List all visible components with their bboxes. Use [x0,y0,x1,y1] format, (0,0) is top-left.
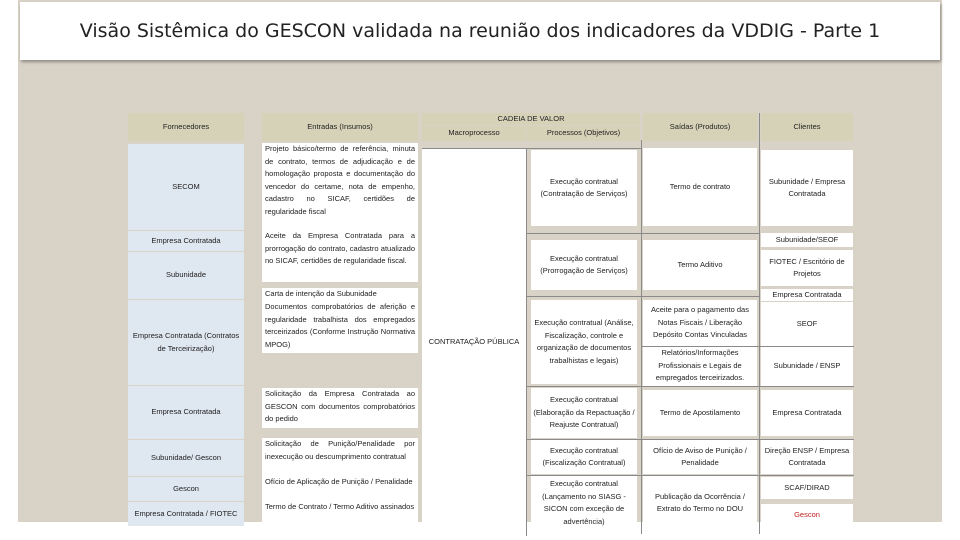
divider-line [642,386,759,387]
divider-line [527,233,641,234]
saida-oficio-aviso: Ofício de Aviso de Punição / Penalidade [643,440,757,474]
processo-lancamento-siasg: Execução contratual (Lançamento no SIASG - SICON com exceção de advertência) [531,476,637,530]
divider-line [760,475,854,476]
divider-line [642,296,759,297]
fornecedor-empresa-contratada-2: Empresa Contratada [128,386,244,439]
macroprocesso-contratacao-publica: CONTRATAÇÃO PÚBLICA [422,148,526,536]
fornecedor-terceirizacao: Empresa Contratada (Contratos de Terceirização) [128,300,244,385]
divider-line [422,148,641,149]
divider-line [642,475,759,476]
header-macroprocesso: Macroprocesso [422,126,526,141]
cliente-subunidade-ensp: Subunidade / ENSP [761,346,853,386]
processo-repactuacao: Execução contratual (Elaboração da Repactuação / Reajuste Contratual) [531,388,637,438]
header-processos: Processos (Objetivos) [527,126,640,141]
divider-line [526,148,527,536]
cliente-subunidade-seof: Subunidade/SEOF [761,233,853,247]
divider-line [642,346,759,347]
header-saidas: Saídas (Produtos) [643,113,757,141]
title-box [20,2,940,60]
cliente-fiotec-escritorio: FIOTEC / Escritório de Projetos [761,250,853,286]
saida-relatorios: Relatórios/Informações Profissionais e Legais de empregados terceirizados. [643,346,757,386]
entrada-termo-contrato: Termo de Contrato / Termo Aditivo assinados [262,501,418,527]
header-clientes: Clientes [761,113,853,141]
entrada-solicitacao-punicao: Solicitação de Punição/Penalidade por inexecução ou descumprimento contratual [262,438,418,476]
divider-line [760,346,854,347]
divider-line [527,475,641,476]
entrada-documentos-trabalhistas: Documentos comprobatórios de aferição e regularidade trabalhista dos empregados terceirizados (Conforme Instrução Normativa MPOG) [262,301,418,353]
cliente-seof: SEOF [761,302,853,346]
cliente-empresa-contratada-2: Empresa Contratada [761,390,853,436]
divider-line [527,439,641,440]
saida-termo-contrato: Termo de contrato [643,148,757,226]
entrada-aceite-prorrogacao: Aceite da Empresa Contratada para a prorrogação do contrato, cadastro atualizado no SICAF, certidões de regularidade fiscal. [262,230,418,282]
cliente-subunidade-empresa: Subunidade / Empresa Contratada [761,150,853,226]
processo-prorrogacao-servicos: Execução contratual (Prorrogação de Serviços) [531,240,637,290]
fornecedor-empresa-fiotec: Empresa Contratada / FIOTEC [128,502,244,526]
fornecedor-secom: SECOM [128,144,244,230]
saida-termo-aditivo: Termo Aditivo [643,240,757,290]
cliente-scaf-dirad: SCAF/DIRAD [761,477,853,499]
divider-line [642,233,759,234]
divider-line [760,439,854,440]
saida-aceite-pagamento: Aceite para o pagamento das Notas Fiscais / Liberação Depósito Contas Vinculadas [643,300,757,346]
processo-contratacao-servicos: Execução contratual (Contratação de Serviços) [531,150,637,226]
saida-termo-apostilamento: Termo de Apostilamento [643,390,757,436]
divider-line [759,113,760,534]
header-fornecedores: Fornecedores [128,113,244,141]
header-cadeia-valor: CADEIA DE VALOR [422,113,640,125]
cliente-empresa-contratada-1: Empresa Contratada [761,289,853,301]
fornecedor-subunidade-gescon: Subunidade/ Gescon [128,440,244,476]
fornecedor-subunidade: Subunidade [128,252,244,299]
entrada-carta-intencao: Carta de intenção da Subunidade [262,288,418,301]
cliente-direcao-ensp: Direção ENSP / Empresa Contratada [761,440,853,474]
processo-analise-fiscalizacao: Execução contratual (Análise, Fiscalização, controle e organização de documentos trabalhistas e legais) [531,300,637,384]
page-title: Visão Sistêmica do GESCON validada na reunião dos indicadores da VDDIG - Parte 1 [79,20,881,42]
cliente-gescon: Gescon [761,504,853,526]
fornecedor-empresa-contratada-1: Empresa Contratada [128,231,244,251]
fornecedor-gescon: Gescon [128,477,244,501]
saida-publicacao-dou: Publicação da Ocorrência / Extrato do Termo no DOU [643,476,757,530]
divider-line [527,296,641,297]
header-entradas: Entradas (Insumos) [262,113,418,141]
entrada-projeto-basico: Projeto básico/termo de referência, minuta de contrato, termos de adjudicação e de homologação proposta e documentação do vencedor do certame, nota de empenho, cadastro no SICAF, certidões de regularidade fiscal [262,143,418,231]
entrada-solicitacao-empresa: Solicitação da Empresa Contratada ao GESCON com documentos comprobatórios do pedido [262,388,418,428]
processo-fiscalizacao-contratual: Execução contratual (Fiscalização Contratual) [531,440,637,474]
divider-line [527,386,641,387]
divider-line [642,439,759,440]
entrada-oficio-punicao: Ofício de Aplicação de Punição / Penalidade [262,476,418,502]
divider-line [760,386,854,387]
